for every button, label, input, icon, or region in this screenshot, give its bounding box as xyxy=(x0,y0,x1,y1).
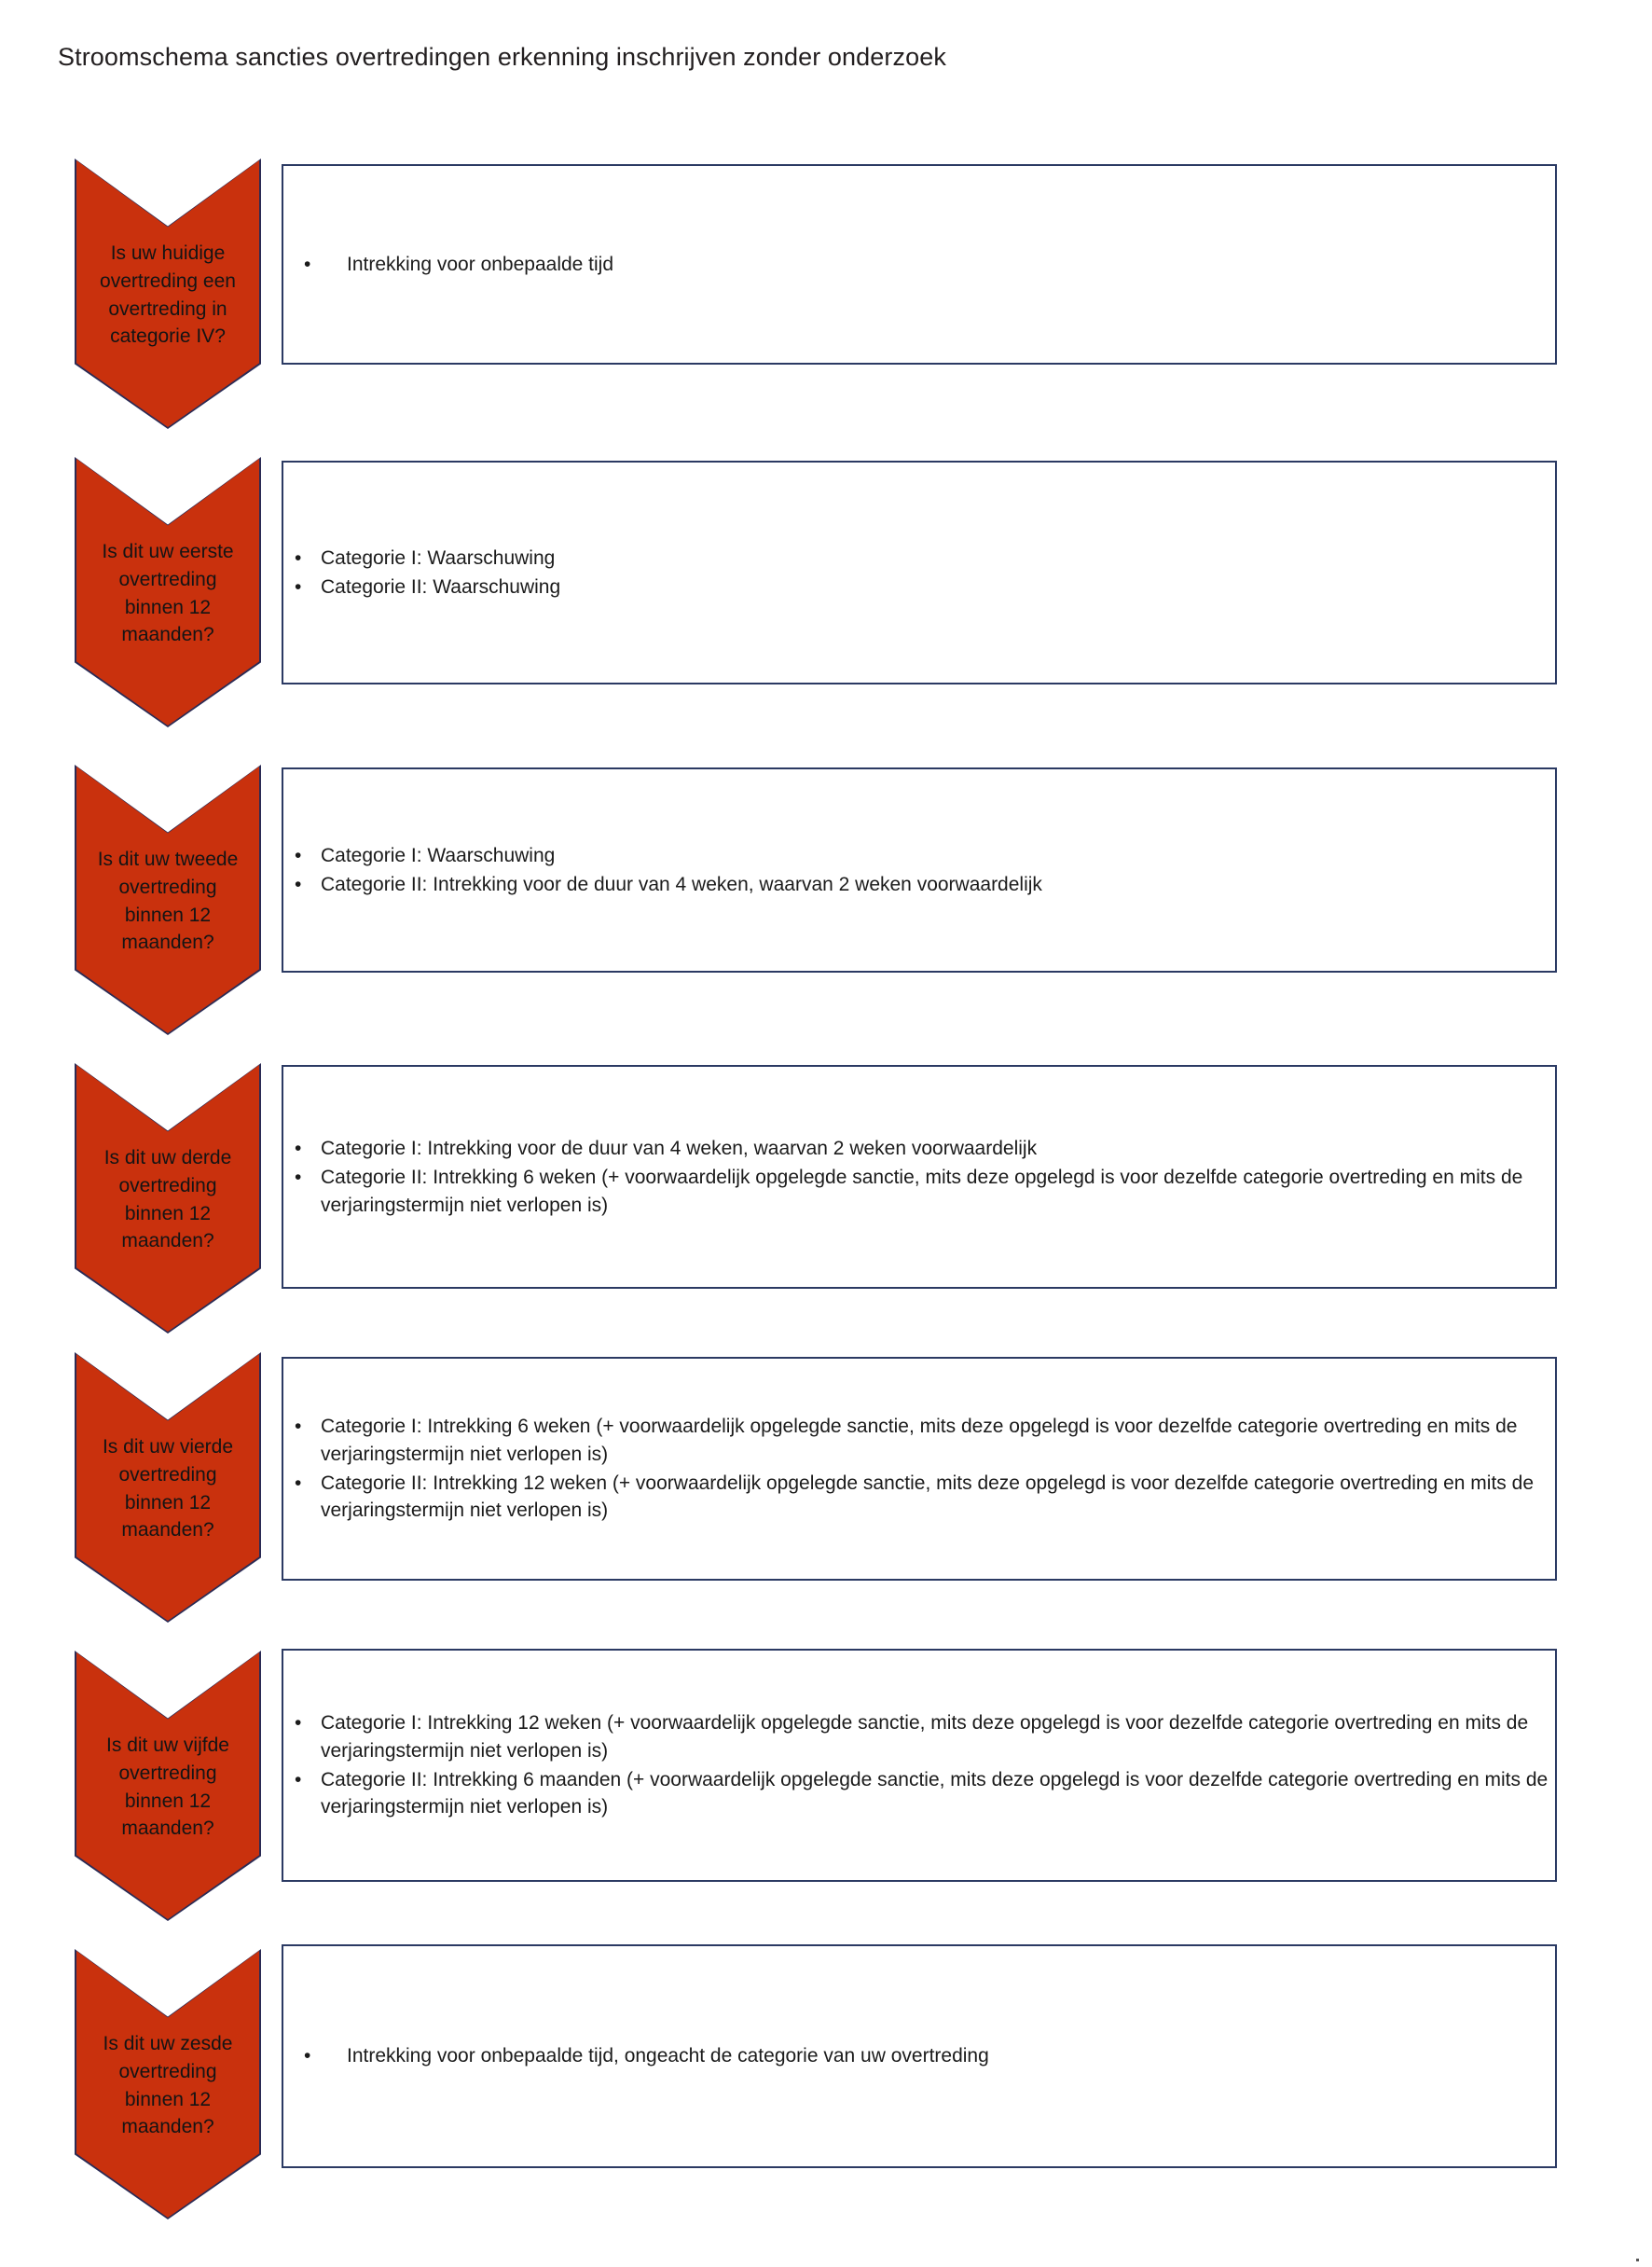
question-line: Is dit uw derde xyxy=(103,1147,232,1168)
outcome-box-7 xyxy=(282,1944,1557,2168)
question-line: Is dit uw tweede xyxy=(97,849,239,870)
outcome-item xyxy=(283,1709,1555,1764)
question-line: maanden? xyxy=(121,624,214,646)
question-line: overtreding xyxy=(118,1762,217,1784)
question-line: maanden? xyxy=(121,1230,214,1252)
question-line: categorie IV? xyxy=(110,325,226,348)
bullet-icon: • xyxy=(304,253,311,275)
outcome-list xyxy=(283,842,1555,899)
outcome-box-inner xyxy=(283,1651,1555,1880)
outcome-box-5 xyxy=(282,1357,1557,1581)
decision-question-4 xyxy=(82,1144,254,1255)
outcome-item xyxy=(283,574,1555,601)
question-line: overtreding xyxy=(118,2060,217,2082)
decision-question-7 xyxy=(82,2030,254,2141)
outcome-item xyxy=(283,251,1555,278)
outcome-text: Intrekking voor onbepaalde tijd xyxy=(347,253,614,275)
outcome-box-2 xyxy=(282,461,1557,684)
question-line: maanden? xyxy=(121,2116,214,2138)
question-line: Is dit uw eerste xyxy=(102,541,234,562)
outcome-text: Categorie I: Intrekking 6 weken (+ voorwaardelijk opgelegde sanctie, mits deze opgelegd is voor dezelfde categorie overtreding en mits de verjaringstermijn niet verlopen is) xyxy=(321,1416,1518,1465)
outcome-box-1 xyxy=(282,164,1557,365)
decision-chevron-7 xyxy=(75,1949,261,2219)
outcome-item xyxy=(283,1470,1555,1525)
outcome-box-inner xyxy=(283,166,1555,363)
outcome-item xyxy=(283,1413,1555,1468)
outcome-list xyxy=(283,251,1555,278)
decision-chevron-5 xyxy=(75,1352,261,1623)
bullet-icon: • xyxy=(295,1472,302,1494)
question-line: binnen 12 xyxy=(124,1790,212,1812)
outcome-text: Categorie II: Intrekking 12 weken (+ voorwaardelijk opgelegde sanctie, mits deze opgelegd is voor dezelfde categorie overtreding en mits de verjaringstermijn niet verlopen is) xyxy=(321,1472,1534,1522)
question-line: binnen 12 xyxy=(124,596,212,618)
outcome-list xyxy=(283,1709,1555,1821)
outcome-text: Categorie II: Waarschuwing xyxy=(321,576,561,598)
outcome-text: Categorie I: Intrekking 12 weken (+ voorwaardelijk opgelegde sanctie, mits deze opgelegd is voor dezelfde categorie overtreding en mits de verjaringstermijn niet verlopen is) xyxy=(321,1712,1529,1762)
outcome-item xyxy=(283,871,1555,898)
decision-chevron-6 xyxy=(75,1651,261,1921)
outcome-box-4 xyxy=(282,1065,1557,1289)
decision-chevron-4 xyxy=(75,1063,261,1334)
outcome-item xyxy=(283,545,1555,572)
bullet-icon: • xyxy=(295,1769,302,1790)
outcome-item xyxy=(283,842,1555,869)
decision-question-3 xyxy=(82,846,254,957)
question-line: binnen 12 xyxy=(124,2088,212,2110)
decision-question-6 xyxy=(82,1732,254,1843)
outcome-box-inner xyxy=(283,769,1555,971)
outcome-item xyxy=(283,2042,1555,2069)
decision-chevron-2 xyxy=(75,457,261,727)
outcome-box-3 xyxy=(282,767,1557,973)
question-line: overtreding een xyxy=(100,270,236,292)
bullet-icon: • xyxy=(295,1712,302,1735)
bullet-icon: • xyxy=(295,1167,302,1189)
bullet-icon: • xyxy=(295,1137,302,1159)
outcome-box-inner xyxy=(283,463,1555,683)
question-line: overtreding xyxy=(118,568,217,590)
bullet-icon: • xyxy=(295,1416,302,1438)
question-line: maanden? xyxy=(121,932,214,954)
outcome-list xyxy=(283,545,1555,601)
bullet-icon: • xyxy=(295,874,302,895)
question-line: Is dit uw vierde xyxy=(102,1436,234,1458)
outcome-text: Categorie I: Waarschuwing xyxy=(321,546,556,569)
outcome-text: Intrekking voor onbepaalde tijd, ongeacht de categorie van uw overtreding xyxy=(347,2045,989,2067)
bullet-icon: • xyxy=(295,844,302,866)
outcome-list xyxy=(283,1135,1555,1219)
question-line: binnen 12 xyxy=(124,1491,212,1514)
question-line: binnen 12 xyxy=(124,1202,212,1224)
outcome-list xyxy=(283,2042,1555,2069)
decision-question-5 xyxy=(82,1433,254,1544)
page-corner-mark xyxy=(1636,2259,1639,2261)
bullet-icon: • xyxy=(295,576,302,598)
outcome-item xyxy=(283,1135,1555,1162)
question-line: maanden? xyxy=(121,1519,214,1541)
question-line: overtreding xyxy=(118,1174,217,1196)
outcome-item xyxy=(283,1766,1555,1821)
outcome-box-inner xyxy=(283,1359,1555,1579)
decision-chevron-3 xyxy=(75,765,261,1035)
question-line: Is dit uw zesde xyxy=(103,2033,233,2054)
question-line: overtreding xyxy=(118,1463,217,1486)
outcome-box-inner xyxy=(283,1067,1555,1287)
question-line: binnen 12 xyxy=(124,904,212,926)
outcome-text: Categorie II: Intrekking voor de duur van 4 weken, waarvan 2 weken voorwaardelijk xyxy=(321,874,1042,895)
decision-question-2 xyxy=(82,538,254,649)
outcome-list xyxy=(283,1413,1555,1525)
question-line: overtreding xyxy=(118,876,217,898)
question-line: maanden? xyxy=(121,1818,214,1840)
outcome-box-6 xyxy=(282,1649,1557,1882)
question-line: Is dit uw vijfde xyxy=(106,1735,229,1756)
decision-question-1 xyxy=(82,240,254,351)
outcome-text: Categorie II: Intrekking 6 weken (+ voorwaardelijk opgelegde sanctie, mits deze opgelegd is voor dezelfde categorie overtreding en mits de verjaringstermijn niet verlopen is) xyxy=(321,1167,1523,1216)
outcome-box-inner xyxy=(283,1946,1555,2166)
bullet-icon: • xyxy=(304,2045,311,2067)
page-title: Stroomschema sancties overtredingen erkenning inschrijven zonder onderzoek xyxy=(58,43,946,71)
question-line: Is uw huidige xyxy=(110,242,226,264)
bullet-icon: • xyxy=(295,546,302,569)
outcome-text: Categorie II: Intrekking 6 maanden (+ voorwaardelijk opgelegde sanctie, mits deze opgelegd is voor dezelfde categorie overtreding en mits de verjaringstermijn niet verlopen is) xyxy=(321,1769,1549,1818)
outcome-item xyxy=(283,1164,1555,1219)
outcome-text: Categorie I: Waarschuwing xyxy=(321,844,556,866)
question-line: overtreding in xyxy=(108,297,227,320)
decision-chevron-1 xyxy=(75,159,261,429)
outcome-text: Categorie I: Intrekking voor de duur van 4 weken, waarvan 2 weken voorwaardelijk xyxy=(321,1137,1038,1159)
